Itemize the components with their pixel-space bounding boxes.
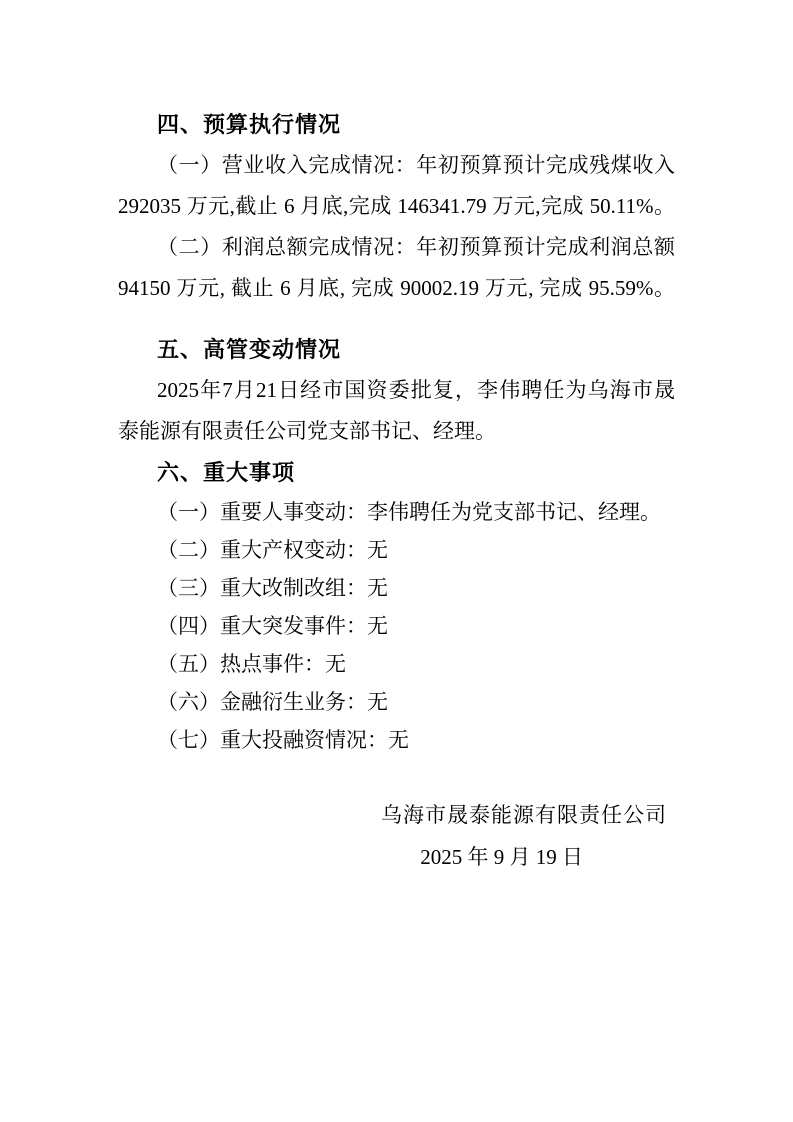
section-heading: 六、重大事项 bbox=[157, 460, 296, 485]
paragraph-line: （二）利润总额完成情况：年初预算预计完成利润总额 bbox=[157, 235, 675, 259]
list-item: （二）重大产权变动：无 bbox=[157, 538, 388, 562]
document-body bbox=[118, 104, 675, 878]
paragraph-line: 泰能源有限责任公司党支部书记、经理。 bbox=[118, 419, 496, 443]
list-item: （四）重大突发事件：无 bbox=[157, 614, 388, 638]
list-item: （三）重大改制改组：无 bbox=[157, 576, 388, 600]
paragraph-line: （一）营业收入完成情况：年初预算预计完成残煤收入 bbox=[157, 153, 675, 177]
list-item: （六）金融衍生业务：无 bbox=[157, 690, 388, 714]
signature-company: 乌海市晟泰能源有限责任公司 bbox=[381, 803, 667, 827]
document-blocks bbox=[118, 104, 675, 759]
list-item: （七）重大投融资情况：无 bbox=[157, 728, 409, 752]
section-heading: 四、预算执行情况 bbox=[157, 112, 342, 137]
paragraph-line: 2025年7月21日经市国资委批复，李伟聘任为乌海市晟 bbox=[157, 378, 675, 402]
signature-date: 2025 年 9 月 19 日 bbox=[420, 845, 583, 869]
section-heading: 五、高管变动情况 bbox=[157, 337, 342, 362]
paragraph-line: 292035 万元,截止 6 月底,完成 146341.79 万元,完成 50.11%。 bbox=[118, 194, 675, 218]
list-item: （一）重要人事变动：李伟聘任为党支部书记、经理。 bbox=[157, 500, 661, 524]
signature-block bbox=[118, 794, 675, 878]
paragraph-line: 94150 万元, 截止 6 月底, 完成 90002.19 万元, 完成 95.59%。 bbox=[118, 276, 675, 300]
list-item: （五）热点事件：无 bbox=[157, 652, 346, 676]
